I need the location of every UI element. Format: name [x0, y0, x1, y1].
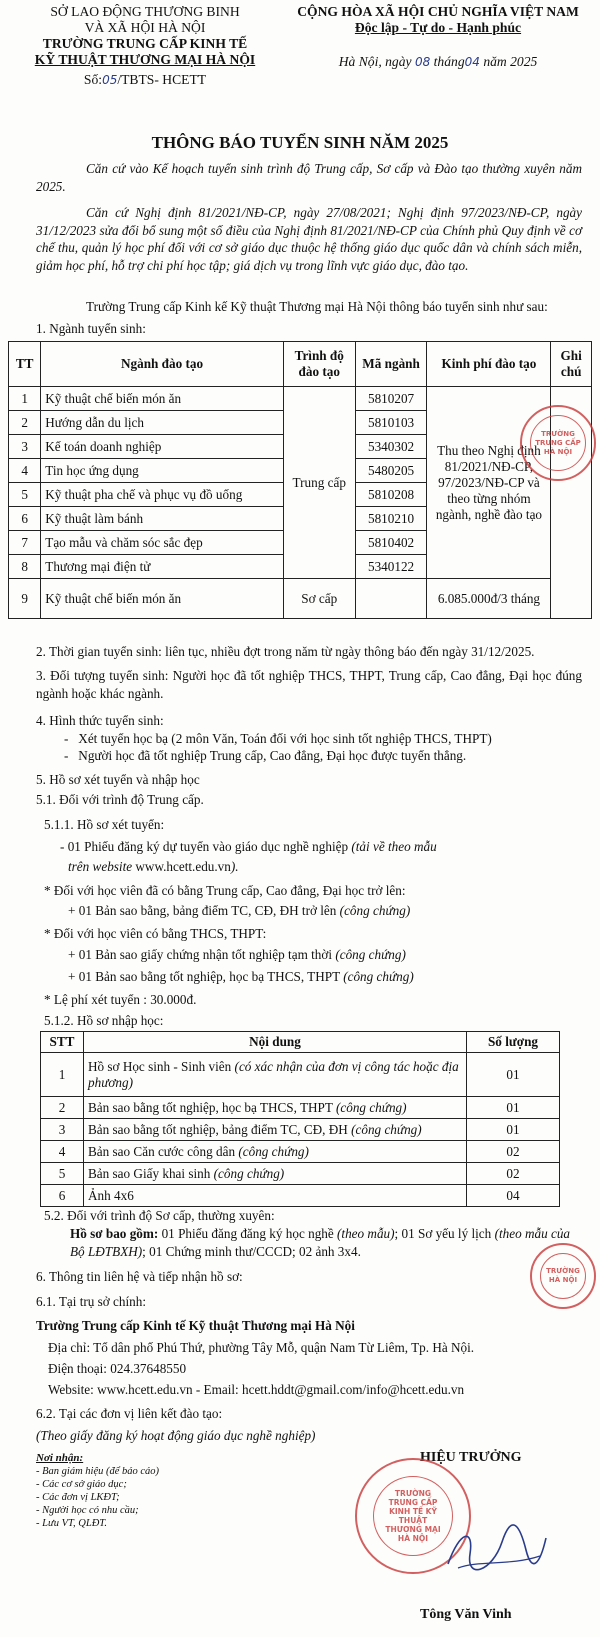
date-day: 08: [414, 55, 431, 69]
star-1-item: [68, 902, 410, 919]
table-row: [9, 387, 592, 411]
row-stt: 5: [41, 1163, 84, 1185]
section-5-2-text: [70, 1225, 570, 1260]
text: Hồ sơ Học sinh - Sinh viên: [88, 1058, 235, 1074]
text: Bản sao Căn cước công dân: [88, 1143, 239, 1159]
form-item-line-2: [68, 858, 239, 875]
document-number: [14, 72, 276, 88]
text: Bản sao bằng tốt nghiệp, học bạ THCS, THPT: [88, 1099, 336, 1115]
row-program: Tạo mẫu và chăm sóc sắc đẹp: [41, 531, 284, 555]
row-qty: 04: [467, 1185, 560, 1207]
row-content: [84, 1119, 467, 1141]
fee-so-cap: 6.085.000đ/3 tháng: [427, 579, 551, 619]
form-item-line-1: [60, 838, 437, 855]
text: - 01 Phiếu đăng ký dự tuyển vào giáo dục nghề nghiệp: [60, 839, 352, 854]
stamp-line: HÀ NỘI: [397, 1534, 429, 1543]
row-tt: 9: [9, 579, 41, 619]
text: (công chứng): [336, 1099, 407, 1115]
issuer-header: [14, 4, 276, 88]
row-code: 5810210: [355, 507, 427, 531]
date-prefix: Hà Nội, ngày: [338, 54, 412, 69]
table-row: [41, 1185, 560, 1207]
row-content: [84, 1185, 467, 1207]
document-date: [285, 54, 591, 70]
row-qty: 02: [467, 1163, 560, 1185]
bullet-text: Người học đã tốt nghiệp Trung cấp, Cao đẳng, Đại học được tuyển thẳng.: [78, 748, 467, 763]
recipient-item: - Các cơ sở giáo dục;: [36, 1479, 127, 1490]
date-month: 04: [464, 55, 480, 69]
col-quantity: Số lượng: [467, 1032, 560, 1053]
col-content: Nội dung: [84, 1032, 467, 1053]
website-link[interactable]: www.hcett.edu.vn: [132, 859, 231, 874]
text: (có xác nhận của đơn vị công tác hoặc địa phương): [88, 1058, 459, 1090]
row-code: 5340302: [355, 435, 427, 459]
row-program: Kỹ thuật làm bánh: [41, 507, 284, 531]
col-fee: Kinh phí đào tạo: [427, 342, 551, 387]
text: (công chứng): [238, 1143, 309, 1159]
col-program: Ngành đào tạo: [41, 342, 284, 387]
row-qty: 02: [467, 1141, 560, 1163]
section-4-bullet-1: - Xét tuyển học bạ (2 môn Văn, Toán đối với học sinh tốt nghiệp THCS, THPT): [64, 731, 492, 746]
row-tt: 7: [9, 531, 41, 555]
row-tt: 1: [9, 387, 41, 411]
section-5-1-2: 5.1.2. Hồ sơ nhập học:: [44, 1013, 164, 1028]
section-1-heading: 1. Ngành tuyển sinh:: [36, 321, 146, 336]
section-5-2: 5.2. Đối với trình độ Sơ cấp, thường xuyên:: [44, 1208, 275, 1223]
row-qty: 01: [467, 1097, 560, 1119]
table-row: [41, 1141, 560, 1163]
text: (công chứng): [335, 947, 406, 962]
text: (theo mẫu): [337, 1226, 395, 1241]
programs-table: [8, 341, 592, 619]
stamp-line: HÀ NỘI: [543, 447, 573, 456]
row-program: Kỹ thuật chế biến món ăn: [41, 387, 284, 411]
handwritten-signature: [440, 1520, 550, 1580]
stamp-inner: [530, 415, 586, 471]
row-code: 5340122: [355, 555, 427, 579]
document-number-handwritten: 05: [102, 73, 118, 87]
star-2-item-2: [68, 968, 414, 985]
address: Địa chỉ: Tổ dân phố Phú Thứ, phường Tây Mỗ, quận Nam Từ Liêm, Tp. Hà Nội.: [48, 1340, 475, 1355]
row-program: Tin học ứng dụng: [41, 459, 284, 483]
row-code: 5810208: [355, 483, 427, 507]
text: Bản sao bằng tốt nghiệp, bảng điểm TC, CĐ, ĐH: [88, 1121, 352, 1137]
signer-role: HIỆU TRƯỞNG: [420, 1450, 522, 1465]
bullet-text: Xét tuyển học bạ (2 môn Văn, Toán đối với học sinh tốt nghiệp THCS, THPT): [78, 731, 492, 746]
stamp-line: TRUNG CẤP: [388, 1498, 438, 1507]
national-motto: Độc lập - Tự do - Hạnh phúc: [354, 20, 522, 35]
table-row: [41, 1097, 560, 1119]
table-row: [41, 1053, 560, 1097]
row-code: [355, 579, 427, 619]
row-tt: 8: [9, 555, 41, 579]
col-stt: STT: [41, 1032, 84, 1053]
text: Ảnh 4x6: [88, 1187, 134, 1203]
row-program: Kỹ thuật chế biến món ăn: [41, 579, 284, 619]
text: ).: [230, 859, 239, 874]
date-suffix: năm 2025: [483, 54, 538, 69]
row-content: [84, 1163, 467, 1185]
col-code: Mã ngành: [355, 342, 427, 387]
text: trên website: [68, 859, 133, 874]
row-stt: 4: [41, 1141, 84, 1163]
stamp-line: THƯƠNG MẠI: [385, 1525, 441, 1534]
row-stt: 6: [41, 1185, 84, 1207]
col-tt: TT: [9, 342, 41, 387]
phone: Điện thoại: 024.37648550: [48, 1361, 187, 1376]
section-6-2: 6.2. Tại các đơn vị liên kết đào tạo:: [36, 1406, 223, 1421]
recipient-item: - Ban giám hiệu (để báo cáo): [36, 1466, 160, 1477]
stamp-line: TRƯỜNG: [546, 1267, 580, 1275]
section-5-1-1: 5.1.1. Hồ sơ xét tuyển:: [44, 817, 165, 832]
stamp-line: TRUNG CẤP: [535, 438, 581, 447]
text: (theo mẫu của Bộ LĐTBXH): [70, 1226, 571, 1259]
fee-trung-cap: Thu theo Nghị định 81/2021/NĐ-CP, 97/2023/NĐ-CP và theo từng nhóm ngành, nghề đào tạo: [427, 387, 551, 579]
stamp-inner: [540, 1253, 586, 1299]
enrollment-docs-table: [40, 1031, 560, 1207]
docs-table-header: [41, 1032, 560, 1053]
text: Hồ sơ bao gồm:: [70, 1226, 159, 1241]
signer-name: Tông Văn Vinh: [420, 1607, 512, 1622]
row-program: Thương mại điện tử: [41, 555, 284, 579]
row-code: 5480205: [355, 459, 427, 483]
text: (công chứng): [339, 903, 411, 918]
row-tt: 4: [9, 459, 41, 483]
national-title: CỘNG HÒA XÃ HỘI CHỦ NGHĨA VIỆT NAM: [297, 4, 579, 19]
row-program: Kế toán doanh nghiệp: [41, 435, 284, 459]
row-stt: 2: [41, 1097, 84, 1119]
row-qty: 01: [467, 1119, 560, 1141]
recipients-block: [36, 1451, 236, 1530]
stamp-text: [535, 430, 581, 457]
level-so-cap: Sơ cấp: [283, 579, 355, 619]
text: 01 Phiếu đăng đăng ký học nghề: [158, 1226, 338, 1241]
row-stt: 3: [41, 1119, 84, 1141]
text: (công chứng): [213, 1165, 285, 1181]
stamp-line: TRƯỜNG: [541, 429, 575, 438]
organization-name: Trường Trung cấp Kinh tế Kỹ thuật Thương mại Hà Nội: [36, 1318, 355, 1333]
row-content: [84, 1097, 467, 1119]
row-code: 5810103: [355, 411, 427, 435]
application-fee: * Lệ phí xét tuyển : 30.000đ.: [44, 992, 197, 1007]
text: ; 01 Sơ yếu lý lịch: [394, 1226, 495, 1241]
stamp-text: [546, 1267, 580, 1285]
row-program: Kỹ thuật pha chế và phục vụ đồ uống: [41, 483, 284, 507]
recipient-item: - Lưu VT, QLĐT.: [36, 1518, 107, 1529]
preamble-paragraph-3: Trường Trung cấp Kinh kế Kỹ thuật Thương mại Hà Nội thông báo tuyển sinh như sau:: [86, 299, 548, 314]
row-tt: 2: [9, 411, 41, 435]
document-number-suffix: /TBTS- HCETT: [117, 72, 207, 87]
text: + 01 Bản sao bằng tốt nghiệp, học bạ THCS, THPT: [68, 969, 344, 984]
row-tt: 6: [9, 507, 41, 531]
text: ; 01 Chứng minh thư/CCCD; 02 ảnh 3x4.: [142, 1243, 361, 1259]
row-code: 5810207: [355, 387, 427, 411]
section-5-heading: 5. Hồ sơ xét tuyển và nhập học: [36, 772, 200, 787]
row-code: 5810402: [355, 531, 427, 555]
star-2: * Đối với học viên có bằng THCS, THPT:: [44, 926, 267, 941]
section-6-heading: 6. Thông tin liên hệ và tiếp nhận hồ sơ:: [36, 1269, 243, 1284]
section-6-2-note: (Theo giấy đăng ký hoạt động giáo dục nghề nghiệp): [36, 1428, 316, 1443]
document-number-prefix: Số:: [83, 72, 103, 87]
section-5-1: 5.1. Đối với trình độ Trung cấp.: [36, 792, 204, 807]
row-tt: 5: [9, 483, 41, 507]
document-title: THÔNG BÁO TUYỂN SINH NĂM 2025: [151, 133, 449, 152]
recipient-item: - Các đơn vị LKĐT;: [36, 1492, 120, 1503]
row-tt: 3: [9, 435, 41, 459]
stamp-line: KINH TẾ KỸ THUẬT: [389, 1507, 437, 1525]
section-2: 2. Thời gian tuyển sinh: liên tục, nhiều đợt trong năm từ ngày thông báo đến ngày 31/12/2025.: [36, 644, 535, 659]
section-4-bullet-2: - Người học đã tốt nghiệp Trung cấp, Cao đẳng, Đại học được tuyển thẳng.: [64, 748, 467, 763]
date-month-label: tháng: [433, 54, 465, 69]
row-content: [84, 1141, 467, 1163]
row-program: Hướng dẫn du lịch: [41, 411, 284, 435]
text: (công chứng): [343, 969, 414, 984]
school-line-1: TRƯỜNG TRUNG CẤP KINH TẾ: [42, 36, 248, 51]
text: + 01 Bản sao giấy chứng nhận tốt nghiệp tạm thời: [68, 947, 336, 962]
stamp-line: TRƯỜNG: [394, 1489, 432, 1498]
ministry-line-2: VÀ XÃ HỘI HÀ NỘI: [84, 20, 206, 35]
red-stamp-middle: [530, 1243, 596, 1309]
section-4-heading: 4. Hình thức tuyển sinh:: [36, 713, 164, 728]
table-row: [41, 1119, 560, 1141]
website-email: Website: www.hcett.edu.vn - Email: hcett.hddt@gmail.com/info@hcett.edu.vn: [48, 1382, 465, 1397]
preamble-paragraph-2: Căn cứ Nghị định 81/2021/NĐ-CP, ngày 27/08/2021; Nghị định 97/2023/NĐ-CP, ngày 31/12/2023 sửa đổi bổ sung một số điều của Nghị định 81/2021/NĐ-CP của Chính phủ Quy định về cơ chế thu, quản lý học phí đối với cơ sở giáo dục thuộc hệ thống giáo dục quốc dân và chính sách miễn, giảm học phí, hỗ trợ chi phí học tập; giá dịch vụ trong lĩnh vực giáo dục, đào tạo.: [36, 205, 582, 273]
text: + 01 Bản sao bằng, bảng điểm TC, CĐ, ĐH trở lên: [68, 903, 340, 918]
red-stamp-top: [520, 405, 596, 481]
star-2-item-1: [68, 946, 406, 963]
row-qty: 01: [467, 1053, 560, 1097]
col-note: Ghi chú: [551, 342, 592, 387]
ministry-line-1: SỞ LAO ĐỘNG THƯƠNG BINH: [50, 4, 240, 19]
row-stt: 1: [41, 1053, 84, 1097]
text: Bản sao Giấy khai sinh: [88, 1165, 214, 1181]
table-row: [9, 579, 592, 619]
national-header: [285, 4, 591, 70]
recipients-label: Nơi nhận:: [36, 1452, 84, 1464]
programs-table-header: [9, 342, 592, 387]
school-line-2: KỸ THUẬT THƯƠNG MẠI HÀ NỘI: [34, 52, 256, 67]
level-trung-cap: Trung cấp: [283, 387, 355, 579]
text: (tải về theo mẫu: [351, 839, 437, 854]
section-6-1: 6.1. Tại trụ sở chính:: [36, 1294, 147, 1309]
row-content: [84, 1053, 467, 1097]
section-3: 3. Đối tượng tuyển sinh: Người học đã tốt nghiệp THCS, THPT, Trung cấp, Cao đẳng, Đại học đúng ngành hoặc khác ngành.: [36, 668, 582, 701]
preamble-paragraph-1: Căn cứ vào Kế hoạch tuyển sinh trình độ Trung cấp, Sơ cấp và Đào tạo thường xuyên năm 2025.: [36, 161, 582, 194]
table-row: [41, 1163, 560, 1185]
text: (công chứng): [351, 1121, 422, 1137]
stamp-line: HÀ NỘI: [548, 1276, 578, 1284]
col-level: Trình độ đào tạo: [283, 342, 355, 387]
recipient-item: - Người học có nhu cầu;: [36, 1505, 139, 1516]
star-1: * Đối với học viên đã có bằng Trung cấp, Cao đẳng, Đại học trở lên:: [44, 883, 406, 898]
